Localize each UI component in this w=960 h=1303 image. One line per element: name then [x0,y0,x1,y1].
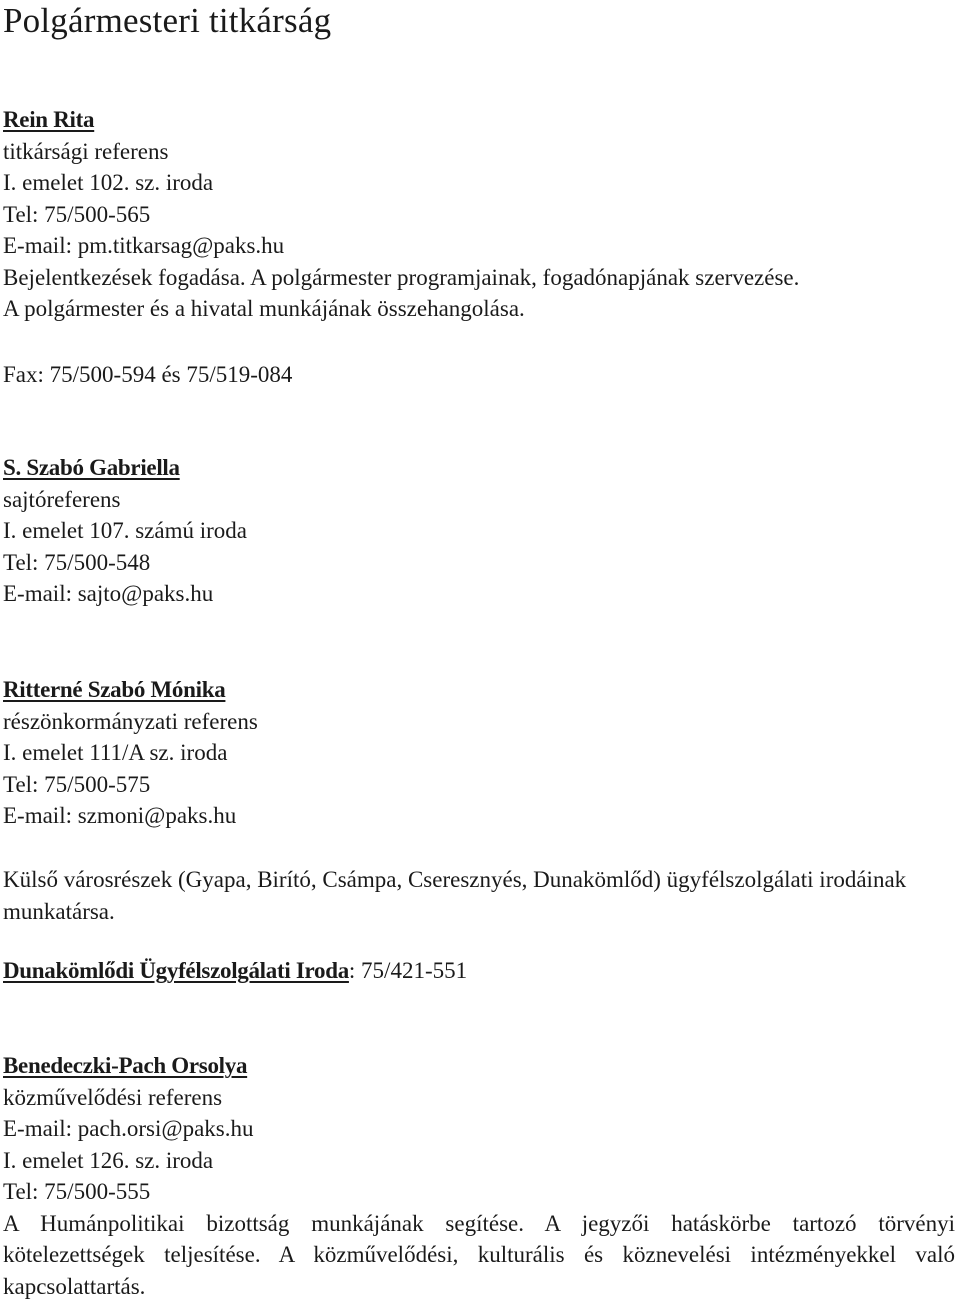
contact-duties: Bejelentkezések fogadása. A polgármester programjainak, fogadónapjának szervezése. [3,264,800,290]
contact-duties-block [3,864,955,927]
contact-role: sajtóreferens [3,486,121,512]
office-name: Dunakömlődi Ügyfélszolgálati Iroda [3,958,349,983]
contact-role: titkársági referens [3,138,169,164]
contact-email: E-mail: sajto@paks.hu [3,581,214,606]
contact-role: közművelődési referens [3,1084,223,1110]
fax-line [3,359,955,391]
contact-ritterne-szabo-monika [3,674,955,832]
page-title: Polgármesteri titkárság [3,1,332,40]
contact-phone: Tel: 75/500-565 [3,201,151,227]
office-phone: : 75/421-551 [348,958,468,983]
contact-name: S. Szabó Gabriella [3,455,180,480]
contact-szabo-gabriella [3,452,955,610]
contact-name: Rein Rita [3,107,95,132]
contact-duties: A Humánpolitikai bizottság munkájának segítése. A jegyzői hatáskörbe tartozó törvényi kötelezettségek teljesítése. A közművelődési, kulturális és köznevelési intézményekkel való kapcsolattartás. [3,1210,955,1299]
contact-office: I. emelet 126. sz. iroda [3,1147,214,1173]
contact-office: I. emelet 102. sz. iroda [3,170,214,195]
contact-rein-rita [3,104,955,325]
contact-email: E-mail: szmoni@paks.hu [3,803,237,828]
contact-email: E-mail: pach.orsi@paks.hu [3,1116,254,1141]
contact-office: I. emelet 107. számú iroda [3,518,247,543]
document-page [3,0,955,1299]
fax-number: Fax: 75/500-594 és 75/519-084 [3,362,293,387]
contact-email: E-mail: pm.titkarsag@paks.hu [3,233,285,258]
contact-phone: Tel: 75/500-575 [3,771,151,797]
contact-duties: Külső városrészek (Gyapa, Birító, Csámpa, Cseresznyés, Dunakömlőd) ügyfélszolgálati irodáinak munkatársa. [3,867,907,924]
contact-phone: Tel: 75/500-548 [3,549,151,575]
contact-phone: Tel: 75/500-555 [3,1179,151,1204]
contact-role: részönkormányzati referens [3,708,258,734]
contact-name: Benedeczki-Pach Orsolya [3,1053,248,1078]
contact-duties: A polgármester és a hivatal munkájának összehangolása. [3,296,525,321]
contact-office: I. emelet 111/A sz. iroda [3,740,228,765]
office-phone-line [3,955,955,987]
contact-name: Ritterné Szabó Mónika [3,677,226,702]
contact-benedeczki-pach-orsolya [3,1050,955,1302]
